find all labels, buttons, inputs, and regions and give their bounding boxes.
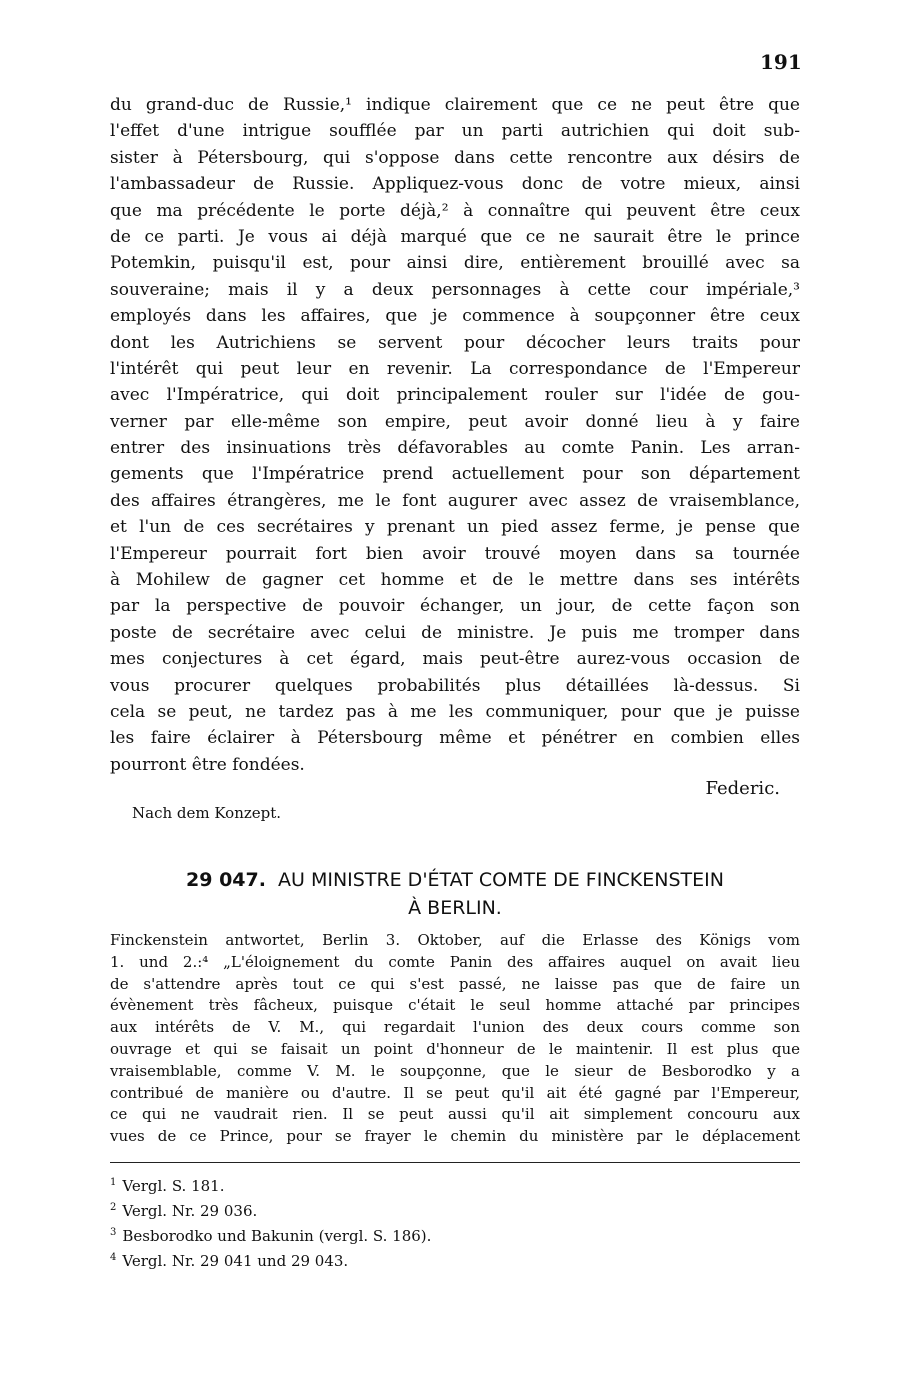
heading-line-1: AU MINISTRE D'ÉTAT COMTE DE FINCKENSTEIN xyxy=(278,869,724,891)
summary-line: contribué de manière ou d'autre. Il se peut qu'il ait été gagné par l'Empereur, xyxy=(110,1083,800,1102)
letter-line: employés dans les affaires, que je commence à soupçonner être ceux xyxy=(110,306,800,327)
footnote-mark: 1 xyxy=(110,1177,117,1188)
letter-line: des affaires étrangères, me le font augurer avec assez de vraisemblance, xyxy=(110,490,800,511)
footnote xyxy=(110,1197,800,1222)
letter-line: du grand-duc de Russie,¹ indique clairement que ce ne peut être que xyxy=(110,95,800,115)
letter-line: entrer des insinuations très défavorables au comte Panin. Les arran- xyxy=(110,438,800,459)
letter-line: l'ambassadeur de Russie. Appliquez-vous donc de votre mieux, ainsi xyxy=(110,174,800,195)
footnote-mark: 3 xyxy=(110,1227,117,1238)
letter-line: cela se peut, ne tardez pas à me les communiquer, pour que je puisse xyxy=(110,701,800,722)
footnotes xyxy=(110,1172,800,1272)
summary-line: aux intérêts de V. M., qui regardait l'union des deux cours comme son xyxy=(110,1018,800,1037)
letter-line: que ma précédente le porte déjà,² à connaître qui peuvent être ceux xyxy=(110,200,800,221)
summary-line: de s'attendre après tout ce qui s'est passé, ne laisse pas que de faire un xyxy=(110,974,800,993)
footnote-text: Vergl. S. 181. xyxy=(122,1177,225,1195)
letter-body xyxy=(110,92,800,778)
footnote-divider xyxy=(110,1162,800,1163)
source-note: Nach dem Konzept. xyxy=(132,804,282,822)
letter-line: Potemkin, puisqu'il est, pour ainsi dire, entièrement brouillé avec sa xyxy=(110,253,800,274)
letter-line: avec l'Impératrice, qui doit principalement rouler sur l'idée de gou- xyxy=(110,385,800,406)
letter-line: poste de secrétaire avec celui de ministre. Je puis me tromper dans xyxy=(110,622,800,643)
summary-line: ouvrage et qui se faisait un point d'honneur de le maintenir. Il est plus que xyxy=(110,1039,800,1058)
letter-line: vous procurer quelques probabilités plus détaillées là-dessus. Si xyxy=(110,675,800,696)
letter-line: l'intérêt qui peut leur en revenir. La correspondance de l'Empereur xyxy=(110,358,800,379)
letter-line: sister à Pétersbourg, qui s'oppose dans cette rencontre aux désirs de xyxy=(110,147,800,168)
letter-line: verner par elle-même son empire, peut avoir donné lieu à y faire xyxy=(110,411,800,432)
summary-line: Finckenstein antwortet, Berlin 3. Oktober, auf die Erlasse des Königs vom xyxy=(110,931,800,949)
footnote xyxy=(110,1222,800,1247)
letter-line: dont les Autrichiens se servent pour décocher leurs traits pour xyxy=(110,332,800,353)
letter-line: l'Empereur pourrait fort bien avoir trouvé moyen dans sa tournée xyxy=(110,543,800,564)
document-summary xyxy=(110,930,800,1148)
letter-line: à Mohilew de gagner cet homme et de le mettre dans ses intérêts xyxy=(110,570,800,591)
letter-line: mes conjectures à cet égard, mais peut-être aurez-vous occasion de xyxy=(110,649,800,670)
summary-line: vraisemblable, comme V. M. le soupçonne, que le sieur de Besborodko y a xyxy=(110,1061,800,1080)
letter-line: par la perspective de pouvoir échanger, un jour, de cette façon son xyxy=(110,596,800,617)
summary-line: ce qui ne vaudrait rien. Il se peut aussi qu'il ait simplement concouru aux xyxy=(110,1105,800,1124)
letter-line: de ce parti. Je vous ai déjà marqué que ce ne saurait être le prince xyxy=(110,226,800,247)
footnote-text: Vergl. Nr. 29 041 und 29 043. xyxy=(122,1252,349,1270)
letter-line: souveraine; mais il y a deux personnages à cette cour impériale,³ xyxy=(110,279,800,300)
signature: Federic. xyxy=(705,778,780,799)
footnote-mark: 2 xyxy=(110,1202,117,1213)
summary-line: 1. und 2.:⁴ „L'éloignement du comte Panin des affaires auquel on avait lieu xyxy=(110,952,800,971)
summary-line: vues de ce Prince, pour se frayer le chemin du ministère par le déplacement xyxy=(110,1127,800,1146)
letter-line: les faire éclairer à Pétersbourg même et pénétrer en combien elles xyxy=(110,728,800,749)
footnote xyxy=(110,1172,800,1197)
page-number: 191 xyxy=(760,50,802,74)
letter-line: et l'un de ces secrétaires y prenant un pied assez ferme, je pense que xyxy=(110,517,800,538)
footnote-text: Besborodko und Bakunin (vergl. S. 186). xyxy=(122,1227,432,1245)
footnote-mark: 4 xyxy=(110,1252,117,1263)
document-heading xyxy=(110,866,800,922)
footnote-text: Vergl. Nr. 29 036. xyxy=(122,1202,258,1220)
letter-line: gements que l'Impératrice prend actuellement pour son département xyxy=(110,464,800,485)
heading-line-2: À BERLIN. xyxy=(408,897,502,919)
letter-line: l'effet d'une intrigue soufflée par un parti autrichien qui doit sub- xyxy=(110,121,800,142)
summary-line: évènement très fâcheux, puisque c'était le seul homme attaché par principes xyxy=(110,996,800,1015)
footnote xyxy=(110,1247,800,1272)
document-number: 29 047. xyxy=(186,869,266,891)
letter-line: pourront être fondées. xyxy=(110,754,305,775)
